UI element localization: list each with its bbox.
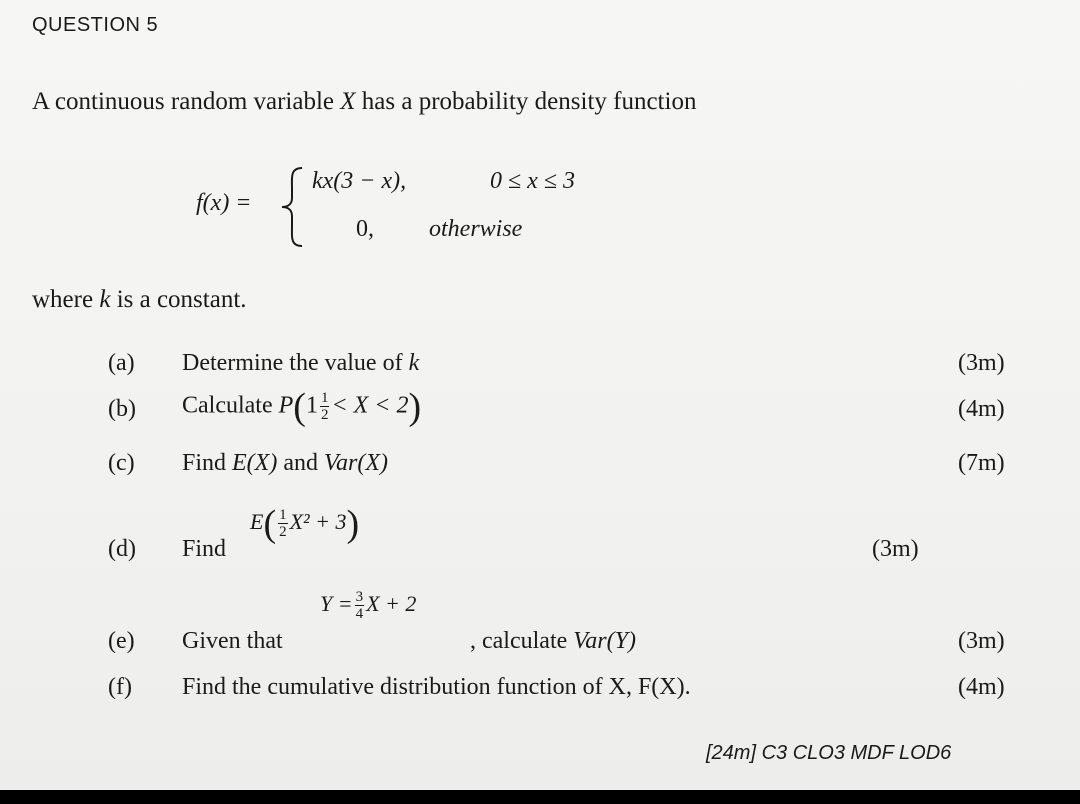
part-marks: (3m)	[872, 536, 919, 562]
pdf-lhs: f(x) =	[196, 190, 252, 216]
part-marks: (3m)	[958, 350, 1005, 376]
part-c	[0, 450, 1080, 490]
question-heading: QUESTION 5	[32, 14, 159, 36]
intro-text: A continuous random variable X has a probability density function	[32, 88, 697, 115]
part-d	[0, 536, 1080, 576]
fraction: $\frac{1}{2}$	[320, 390, 329, 423]
pdf-case1-expression: kx(3 − x),	[312, 168, 407, 194]
part-marks: (4m)	[958, 396, 1005, 422]
part-label: (d)	[108, 536, 136, 562]
part-a	[0, 350, 1080, 390]
fraction: $\frac{1}{2}$	[279, 507, 287, 540]
part-text: Determine the value of k	[182, 350, 420, 376]
part-label: (e)	[108, 628, 135, 654]
fraction: $\frac{3}{4}$	[355, 589, 364, 622]
part-text: Find	[182, 536, 227, 562]
part-text: Calculate P(1 $\frac{1}{2}$ < X < 2)	[182, 386, 422, 428]
part-label: (a)	[108, 350, 135, 376]
pdf-case1-condition: 0 ≤ x ≤ 3	[490, 168, 575, 194]
question-footer-code: [24m] C3 CLO3 MDF LOD6	[706, 742, 952, 764]
bottom-black-bar	[0, 790, 1080, 804]
part-text: Given that	[182, 628, 283, 654]
part-text: Find the cumulative distribution function of X, F(X).	[182, 674, 691, 700]
part-f	[0, 674, 1080, 714]
where-text: where k is a constant.	[32, 286, 247, 313]
part-e	[0, 628, 1080, 668]
part-text: Find E(X) and Var(X)	[182, 450, 388, 476]
random-variable-x: X	[340, 88, 356, 115]
left-brace-icon	[274, 164, 308, 250]
part-marks: (3m)	[958, 628, 1005, 654]
pdf-case2-expression: 0,	[356, 216, 374, 242]
part-marks: (7m)	[958, 450, 1005, 476]
part-label: (f)	[108, 674, 132, 700]
linear-transform-expression: Y = $\frac{3}{4}$ X + 2	[320, 589, 417, 622]
expected-value-expression: E( $\frac{1}{2}$ X² + 3)	[250, 503, 360, 545]
pdf-case2-condition: otherwise	[429, 216, 523, 242]
part-label: (c)	[108, 450, 135, 476]
part-marks: (4m)	[958, 674, 1005, 700]
part-label: (b)	[108, 396, 136, 422]
part-text-after: , calculate Var(Y)	[470, 628, 636, 654]
part-b	[0, 386, 1080, 436]
pdf-definition	[196, 162, 616, 252]
